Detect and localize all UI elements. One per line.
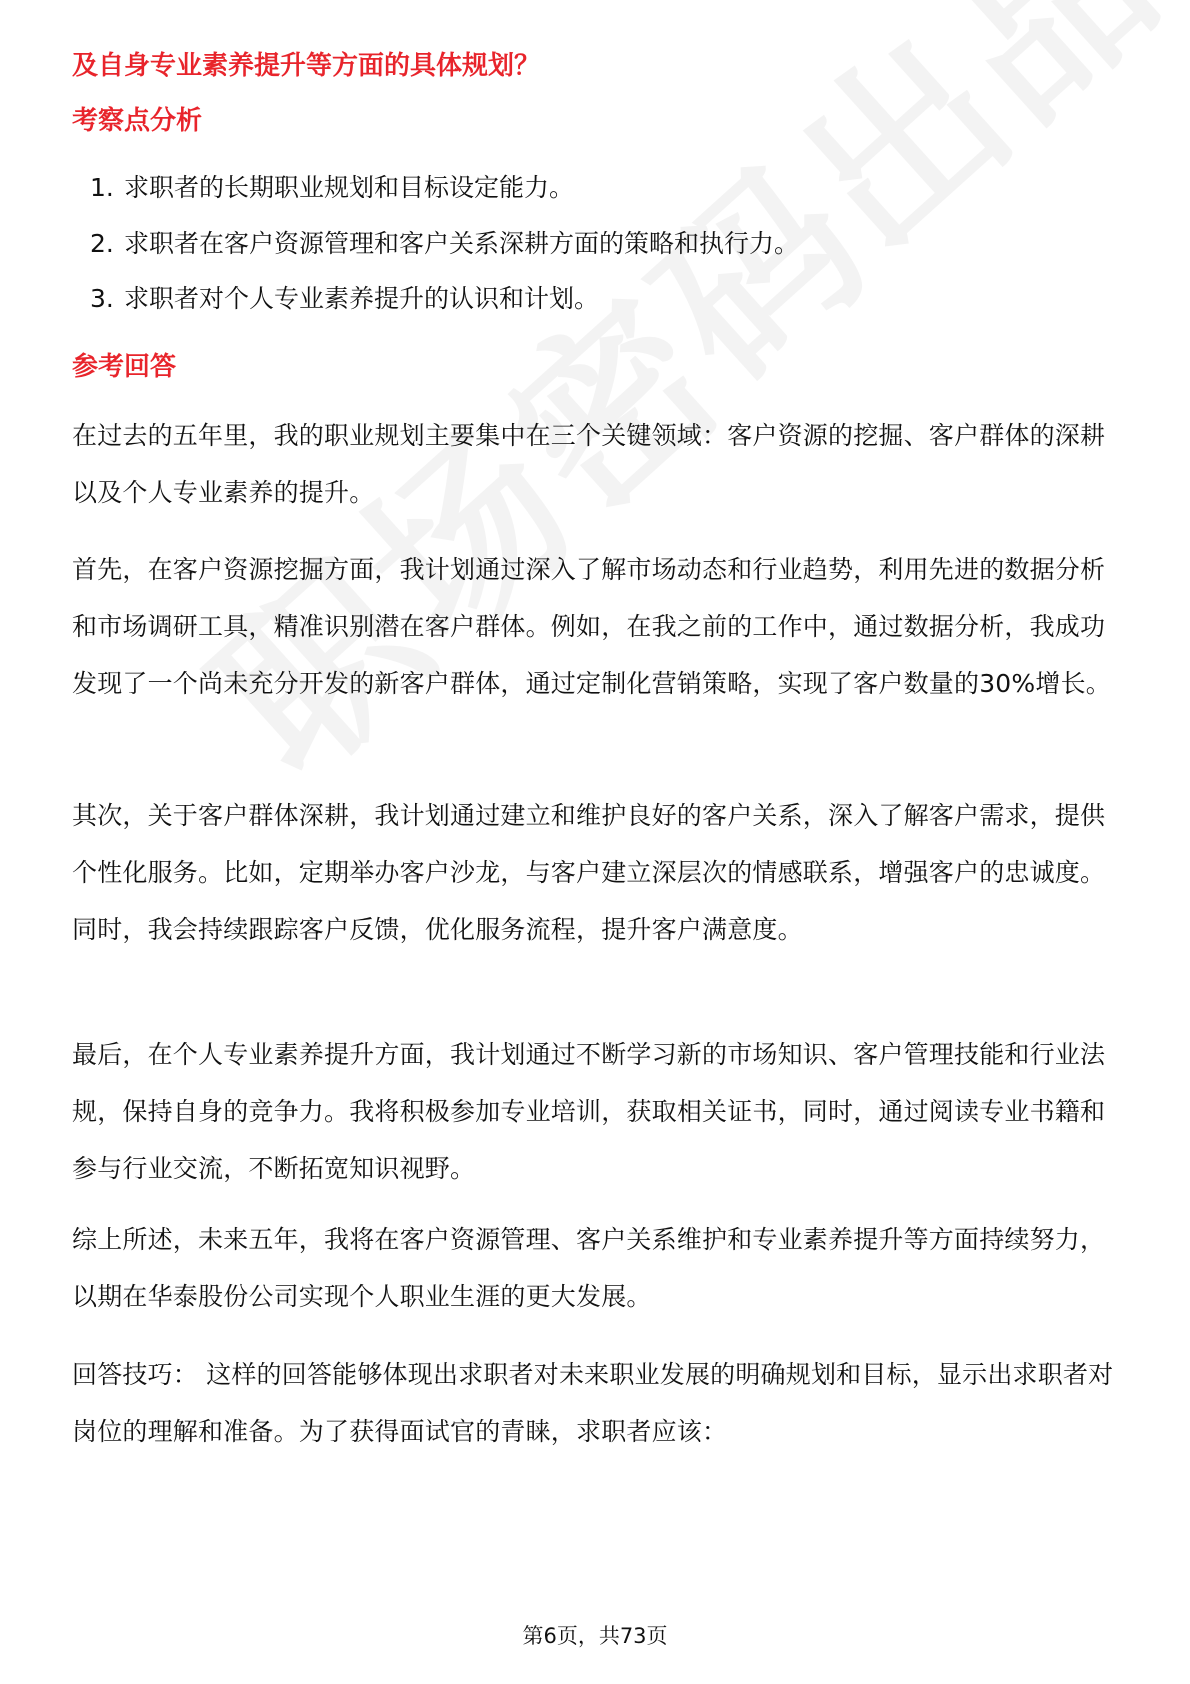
answer-paragraph: 在过去的五年里，我的职业规划主要集中在三个关键领域：客户资源的挖掘、客户群体的深耕以及个人专业素养的提升。 [72,421,1106,507]
list-item-number: 3. [90,284,114,313]
list-item [90,281,599,317]
tips-paragraph: 回答技巧： 这样的回答能够体现出求职者对未来职业发展的明确规划和目标，显示出求职者对岗位的理解和准备。为了获得面试官的青睐，求职者应该： [72,1360,1114,1446]
answer-paragraph: 其次，关于客户群体深耕，我计划通过建立和维护良好的客户关系，深入了解客户需求，提供个性化服务。比如，定期举办客户沙龙，与客户建立深层次的情感联系，增强客户的忠诚度。同时，我会持续跟踪客户反馈，优化服务流程，提升客户满意度。 [72,801,1106,944]
list-item-text: 求职者在客户资源管理和客户关系深耕方面的策略和执行力。 [124,229,800,258]
answer-paragraph: 综上所述，未来五年，我将在客户资源管理、客户关系维护和专业素养提升等方面持续努力，以期在华泰股份公司实现个人职业生涯的更大发展。 [72,1225,1106,1311]
list-item-text: 求职者的长期职业规划和目标设定能力。 [124,173,575,202]
list-item-number: 2. [90,229,114,258]
intro-heading: 及自身专业素养提升等方面的具体规划？ [72,51,541,81]
list-item-text: 求职者对个人专业素养提升的认识和计划。 [124,284,600,313]
analysis-heading: 考察点分析 [72,106,203,136]
list-item [90,226,799,262]
answer-heading: 参考回答 [72,352,177,382]
answer-paragraph: 最后，在个人专业素养提升方面，我计划通过不断学习新的市场知识、客户管理技能和行业法规，保持自身的竞争力。我将积极参加专业培训，获取相关证书，同时，通过阅读专业书籍和参与行业交流，不断拓宽知识视野。 [72,1040,1106,1183]
page-number: 第6页，共73页 [522,1624,668,1648]
list-item-number: 1. [90,173,114,202]
list-item [90,170,574,206]
answer-paragraph: 首先，在客户资源挖掘方面，我计划通过深入了解市场动态和行业趋势，利用先进的数据分析和市场调研工具，精准识别潜在客户群体。例如，在我之前的工作中，通过数据分析，我成功发现了一个尚未充分开发的新客户群体，通过定制化营销策略，实现了客户数量的30%增长。 [72,555,1111,698]
